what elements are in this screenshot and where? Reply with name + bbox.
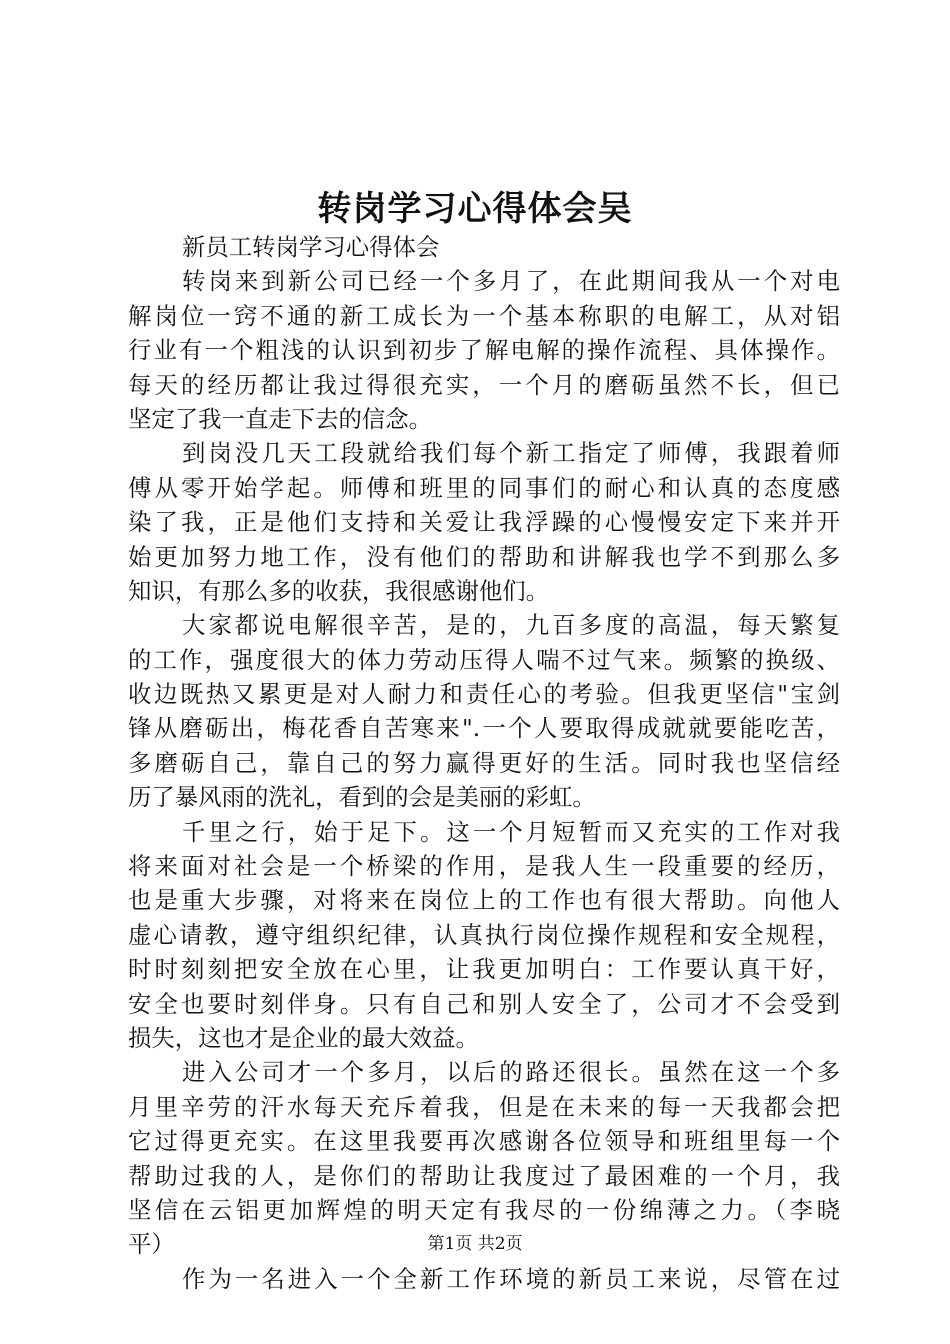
paragraph-line: 收边既热又累更是对人耐力和责任心的考验。但我更坚信"宝剑 [128, 680, 840, 709]
paragraph-line: 历了暴风雨的洗礼，看到的会是美丽的彩虹。 [128, 783, 596, 812]
paragraph-line: 傅从零开始学起。师傅和班里的同事们的耐心和认真的态度感 [128, 473, 840, 502]
paragraph-line: 作为一名进入一个全新工作环境的新员工来说，尽管在过 [182, 1264, 840, 1293]
paragraph-line: 转岗来到新公司已经一个多月了，在此期间我从一个对电 [182, 267, 840, 296]
paragraph-line: 时时刻刻把安全放在心里，让我更加明白：工作要认真干好， [128, 955, 840, 984]
paragraph-line: 平） [128, 1230, 175, 1259]
paragraph-line: 的工作，强度很大的体力劳动压得人喘不过气来。频繁的换级、 [128, 645, 840, 674]
paragraph-line: 月里辛劳的汗水每天充斥着我，但是在未来的每一天我都会把 [128, 1092, 840, 1121]
paragraph-line: 知识，有那么多的收获，我很感谢他们。 [128, 576, 550, 605]
paragraph-line: 坚定了我一直走下去的信念。 [128, 404, 433, 433]
page-footer: 第1页 共2页 [427, 1234, 523, 1254]
paragraph-line: 始更加努力地工作，没有他们的帮助和讲解我也学不到那么多 [128, 542, 840, 571]
paragraph-line: 虚心请教，遵守组织纪律，认真执行岗位操作规程和安全规程， [128, 920, 840, 949]
paragraph-line: 解岗位一窍不通的新工成长为一个基本称职的电解工，从对铝 [128, 301, 840, 330]
paragraph-line: 多磨砺自己，靠自己的努力赢得更好的生活。同时我也坚信经 [128, 748, 840, 777]
paragraph-line: 到岗没几天工段就给我们每个新工指定了师傅，我跟着师 [182, 439, 840, 468]
paragraph-line: 帮助过我的人，是你们的帮助让我度过了最困难的一个月，我 [128, 1161, 840, 1190]
paragraph-line: 进入公司才一个多月，以后的路还很长。虽然在这一个多 [182, 1058, 840, 1087]
subtitle-line: 新员工转岗学习心得体会 [182, 233, 440, 261]
paragraph-line: 它过得更充实。在这里我要再次感谢各位领导和班组里每一个 [128, 1127, 840, 1156]
document-title: 转岗学习心得体会吴 [317, 189, 633, 229]
paragraph-line: 每天的经历都让我过得很充实，一个月的磨砺虽然不长，但已 [128, 370, 840, 399]
paragraph-line: 损失，这也才是企业的最大效益。 [128, 1023, 479, 1052]
document-body [128, 230, 840, 1296]
paragraph-line: 也是重大步骤，对将来在岗位上的工作也有很大帮助。向他人 [128, 886, 840, 915]
paragraph-line: 安全也要时刻伴身。只有自己和别人安全了，公司才不会受到 [128, 989, 840, 1018]
paragraph-line: 染了我，正是他们支持和关爱让我浮躁的心慢慢安定下来并开 [128, 508, 840, 537]
paragraph-line: 千里之行，始于足下。这一个月短暂而又充实的工作对我 [182, 817, 840, 846]
paragraph-line: 将来面对社会是一个桥梁的作用，是我人生一段重要的经历， [128, 852, 840, 881]
paragraph-line: 坚信在云铝更加辉煌的明天定有我尽的一份绵薄之力。（李晓 [128, 1195, 840, 1224]
paragraph-line: 行业有一个粗浅的认识到初步了解电解的操作流程、具体操作。 [128, 336, 840, 365]
paragraph-line: 大家都说电解很辛苦，是的，九百多度的高温，每天繁复 [182, 611, 840, 640]
paragraph-line: 锋从磨砺出，梅花香自苦寒来".一个人要取得成就就要能吃苦， [128, 714, 840, 743]
